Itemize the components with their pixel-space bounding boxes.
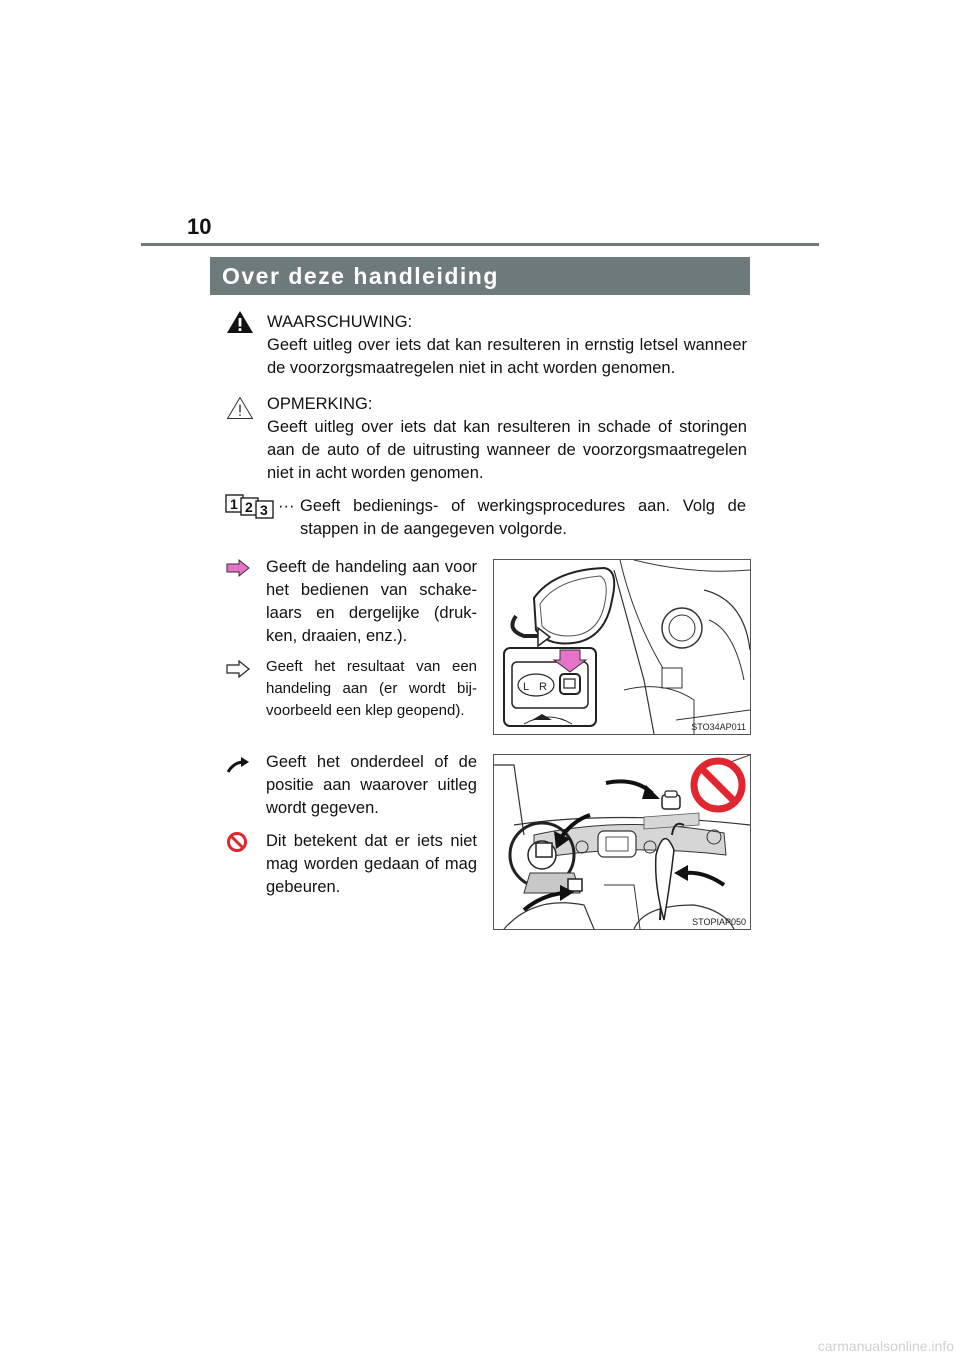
figure2-code: STOPIAP050 [692,917,746,927]
prohibited-circle-icon [226,831,248,853]
step-numbers-icon [225,493,275,519]
warning-heading: WAARSCHUWING: [267,313,413,331]
curved-pointer-arrow-icon [226,756,250,776]
prohibited-text: Dit betekent dat er iets niet mag worden gedaan of mag gebeuren. [266,832,477,896]
step-number-2: 2 [245,499,253,515]
notice-block [267,393,747,485]
outline-arrow-icon [226,660,250,678]
figure1-code: STO34AP011 [691,722,746,732]
step-number-3: 3 [260,502,268,518]
result-text: Geeft het resultaat van een handeling aan (er wordt bij-voorbeeld een klep geopend). [266,658,477,719]
operation-text: Geeft de handeling aan voor het bedienen van schake-laars en dergelijke (druk-ken, draaien, enz.). [266,558,477,645]
warning-triangle-outline-icon [226,396,254,420]
switch-label-l: L [523,681,530,693]
step-number-1: 1 [230,496,238,512]
warning-text: Geeft uitleg over iets dat kan resulteren in ernstig letsel wanneer de voorzorgsmaatregelen niet in acht worden genomen. [267,336,747,377]
notice-heading: OPMERKING: [267,395,373,413]
cabin-illustration [494,755,750,929]
figure-cabin-prohibited [493,754,751,930]
switch-label-r: R [539,681,547,693]
mirror-illustration [494,560,750,734]
notice-text: Geeft uitleg over iets dat kan resulteren in schade of storingen aan de auto of de uitrusting wanneer de voorzorgsmaatregelen niet in acht worden genomen. [267,418,747,482]
warning-triangle-filled-icon [226,310,254,334]
page-number: 10 [187,214,212,239]
figure-mirror-switch [493,559,751,735]
pink-filled-arrow-icon [226,559,250,577]
component-text: Geeft het onderdeel of de positie aan waarover uitleg wordt gegeven. [266,753,477,817]
warning-block [267,311,747,380]
steps-text: Geeft bedienings- of werkingsprocedures aan. Volg de stappen in de aangegeven volgorde. [300,497,746,538]
section-title: Over deze handleiding [210,257,750,295]
watermark: carmanualsonline.info [817,1338,954,1354]
header-rule [141,243,819,246]
steps-dots: ··· [278,497,295,515]
